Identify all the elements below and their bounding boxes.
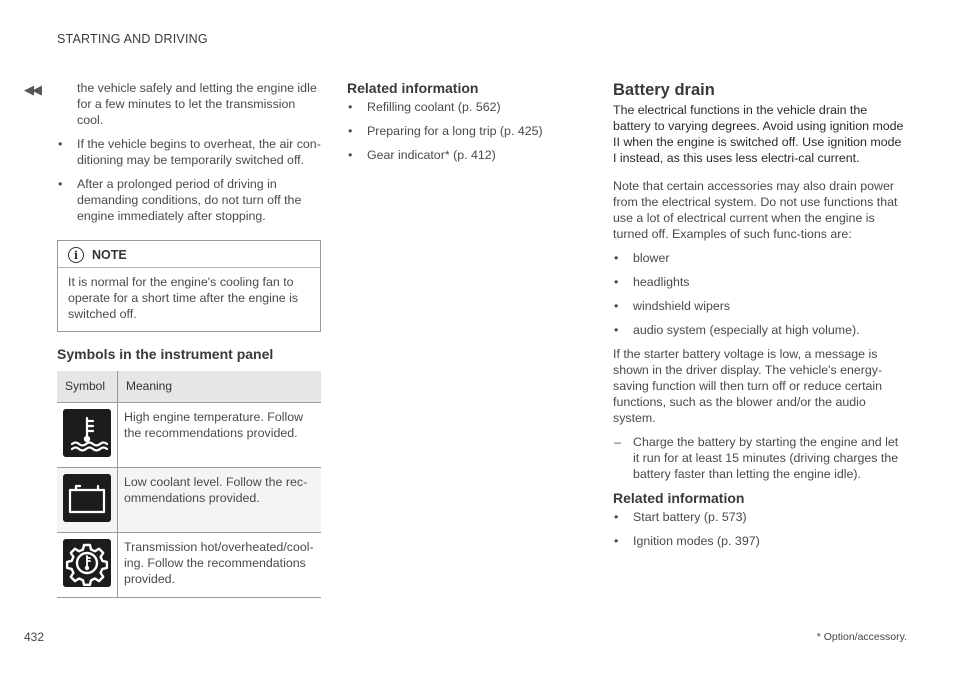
column-right [613,80,906,557]
list-item: • headlights [614,275,690,289]
related-link[interactable]: • Preparing for a long trip (p. 425) [348,124,543,138]
back-navigation-icon[interactable]: ◀◀ [24,82,40,97]
related-link[interactable]: • Gear indicator* (p. 412) [348,148,496,162]
table-row [57,468,321,533]
bullet-icon: • [348,100,353,114]
list-item: • audio system (especially at high volume). [614,323,860,337]
column-middle [347,80,572,171]
related-info-list [613,509,906,549]
note-title: NOTE [92,248,127,262]
bullet-icon: • [614,534,619,548]
paragraph: Note that certain accessories may also drain power from the electrical system. Do not use functions that use a lot of electrical current when the engine is turned off. Examples of such func-tions are: [613,179,898,241]
step-list [613,434,906,482]
related-info-heading: Related information [347,80,479,96]
bullet-icon: • [614,510,619,524]
table-row [57,403,321,468]
bullet-icon: • [614,275,619,289]
note-box [57,240,321,332]
meaning-cell: Low coolant level. Follow the rec-ommendations provided. [118,468,322,533]
note-body: It is normal for the engine's cooling fan to operate for a short time after the engine is switched off. [68,275,299,321]
bullet-icon: • [348,148,353,162]
transmission-hot-icon [63,539,111,587]
section-header: STARTING AND DRIVING [57,32,208,46]
related-link[interactable]: • Refilling coolant (p. 562) [348,100,501,114]
symbols-heading: Symbols in the instrument panel [57,346,274,362]
step-item: – Charge the battery by starting the engine and let it run for at least 15 minutes (driving charges the battery faster than letting the engine idle). [614,435,899,481]
info-icon: i [68,247,84,263]
footnote: * Option/accessory. [816,631,907,643]
bullet-icon: • [614,323,619,337]
tips-list [57,136,321,224]
bullet-icon: • [58,137,63,151]
high-engine-temperature-icon [63,409,111,457]
column-header-meaning: Meaning [118,371,322,403]
battery-drain-title: Battery drain [613,81,715,99]
bullet-icon: • [348,124,353,138]
column-header-symbol: Symbol [57,371,118,403]
list-item: • If the vehicle begins to overheat, the air con-ditioning may be temporarily switched off. [58,137,321,167]
paragraph: If the starter battery voltage is low, a message is shown in the driver display. The vehicle's energy-saving function will then turn off or reduce certain functions, such as the blower and/or the audio system. [613,347,883,425]
dash-icon: – [614,435,621,449]
bullet-icon: • [614,299,619,313]
table-row [57,533,321,598]
meaning-cell: Transmission hot/overheated/cool-ing. Follow the recommendations provided. [118,533,322,598]
related-info-heading: Related information [613,490,745,506]
intro-paragraph: The electrical functions in the vehicle drain the battery to varying degrees. Avoid using ignition mode II when the engine is switched off. Use ignition mode I instead, as this uses less electri-cal current. [613,103,904,165]
related-link[interactable]: • Start battery (p. 573) [614,510,747,524]
related-info-list [347,99,572,163]
table-header-row [57,371,321,403]
low-coolant-level-icon [63,474,111,522]
bullet-icon: • [614,251,619,265]
note-header [58,241,320,268]
continued-bullet-text: the vehicle safely and letting the engine idle for a few minutes to let the transmission cool. [77,81,317,127]
bullet-icon: • [58,177,63,191]
list-item: • blower [614,251,670,265]
list-item: • windshield wipers [614,299,731,313]
functions-list [613,250,906,338]
list-item: • After a prolonged period of driving in demanding conditions, do not turn off the engine immediately after stopping. [58,177,302,223]
symbols-table [57,371,321,598]
meaning-cell: High engine temperature. Follow the recommendations provided. [118,403,322,468]
page-number: 432 [24,630,45,644]
related-link[interactable]: • Ignition modes (p. 397) [614,534,760,548]
column-left [57,80,321,598]
